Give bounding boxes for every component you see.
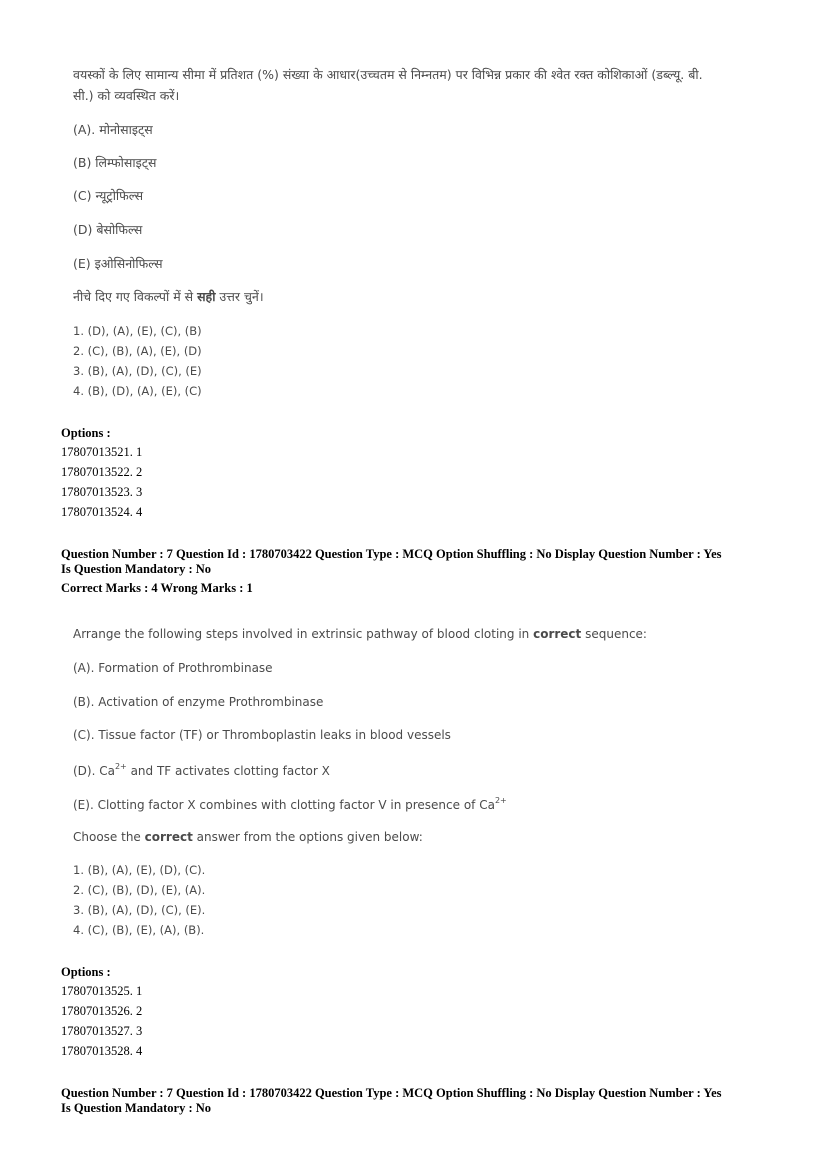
q1-item-b: (B) लिम्फोसाइट्स [73,155,157,170]
options-label: Options : [61,426,111,440]
marks-line: Correct Marks : 4 Wrong Marks : 1 [61,581,253,595]
q2-item-b: (B). Activation of enzyme Prothrombinase [73,695,324,709]
mandatory-line: Is Question Mandatory : No [61,562,212,576]
q2-choice-1: 1. (B), (A), (E), (D), (C). [73,863,206,877]
option-id-row: 17807013521. 1 [61,445,143,459]
q1-choice-2: 2. (C), (B), (A), (E), (D) [73,344,202,358]
q2-item-d: (D). $Ca^{2+}$ and TF activates clotting factor X [73,762,330,778]
q1-choice-4: 4. (B), (D), (A), (E), (C) [73,384,202,398]
question-2-image [73,627,773,942]
q2-item-e: (E). Clotting factor X combines with clotting factor V in presence of $Ca^{2+}$ [73,796,507,812]
mandatory-line: Is Question Mandatory : No [61,1101,212,1115]
options-label: Options : [61,965,111,979]
q2-stem: Arrange the following steps involved in extrinsic pathway of blood cloting in correct sequence: [73,627,647,641]
option-id-row: 17807013527. 3 [61,1024,143,1038]
options-block-2 [61,965,361,1065]
q2-choice-2: 2. (C), (B), (D), (E), (A). [73,883,206,897]
q1-stem-line-2: सी.) को व्यवस्थित करें। [73,88,180,103]
q2-choice-3: 3. (B), (A), (D), (C), (E). [73,903,206,917]
q1-item-c: (C) न्यूट्रोफिल्स [73,188,144,203]
question-1-image [73,66,793,406]
q2-choice-4: 4. (C), (B), (E), (A), (B). [73,923,205,937]
question-meta-line: Question Number : 7 Question Id : 1780703422 Question Type : MCQ Option Shuffling : No Display Question Number : Yes [61,547,722,561]
options-block-1 [61,426,361,526]
q1-item-d: (D) बेसोफिल्स [73,222,143,237]
q1-stem-line-1: वयस्कों के लिए सामान्य सीमा में प्रतिशत (%) संख्या के आधार(उच्चतम से निम्नतम) पर विभिन्न प्रकार की श्वेत रक्त कोशिकाओं (डब्ल्यू. बी. [73,67,703,82]
question-header-2 [61,547,801,599]
q1-item-a: (A). मोनोसाइट्स [73,122,153,137]
q1-choice-3: 3. (B), (A), (D), (C), (E) [73,364,202,378]
q2-item-a: (A). Formation of Prothrombinase [73,661,273,675]
q1-item-e: (E) इओसिनोफिल्स [73,256,163,271]
option-id-row: 17807013526. 2 [61,1004,143,1018]
option-id-row: 17807013528. 4 [61,1044,143,1058]
q2-item-c: (C). Tissue factor (TF) or Thromboplastin leaks in blood vessels [73,728,451,742]
q2-instruction: Choose the correct answer from the options given below: [73,830,423,844]
option-id-row: 17807013525. 1 [61,984,143,998]
option-id-row: 17807013523. 3 [61,485,143,499]
q1-choice-1: 1. (D), (A), (E), (C), (B) [73,324,202,338]
question-meta-line: Question Number : 7 Question Id : 1780703422 Question Type : MCQ Option Shuffling : No Display Question Number : Yes [61,1086,722,1100]
question-header-3 [61,1086,801,1120]
q1-instruction: नीचे दिए गए विकल्पों में से सही उत्तर चुनें। [73,289,264,304]
option-id-row: 17807013524. 4 [61,505,143,519]
option-id-row: 17807013522. 2 [61,465,143,479]
